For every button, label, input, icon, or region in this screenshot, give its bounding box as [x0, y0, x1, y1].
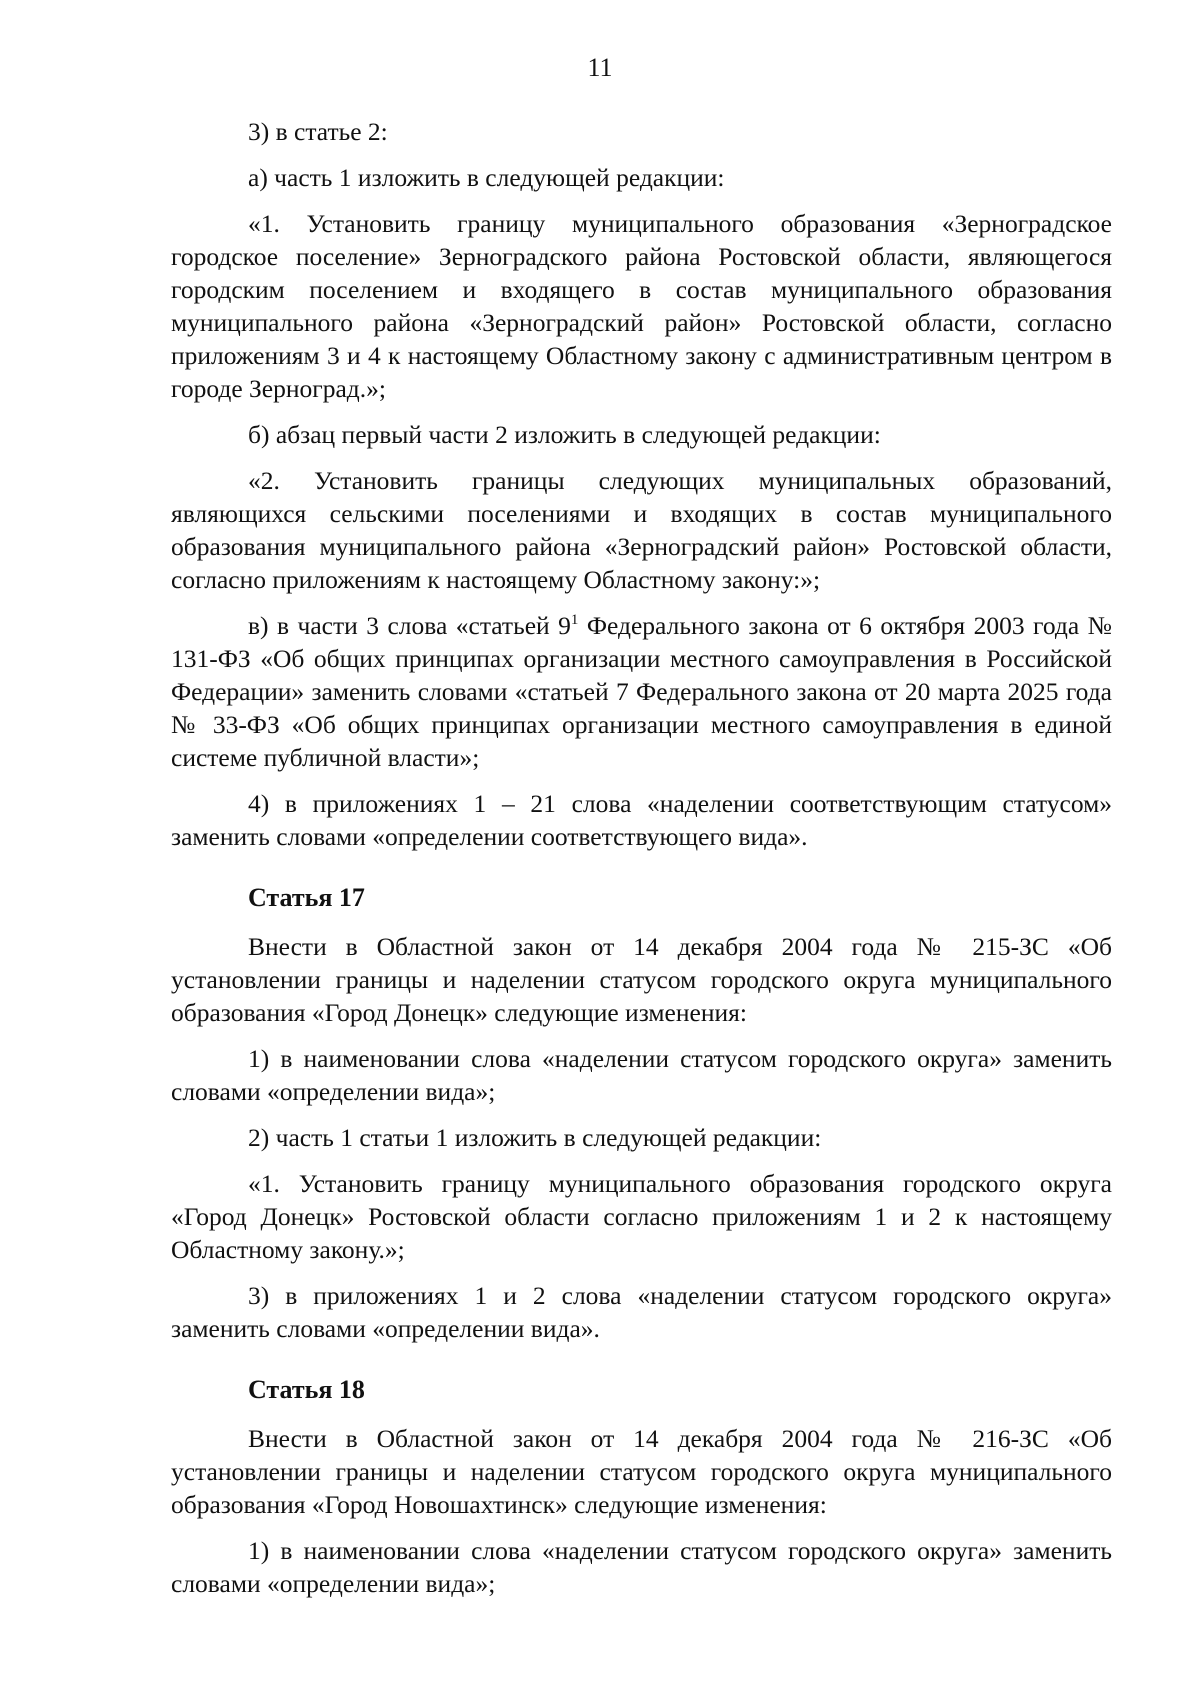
article-heading: Статья 18 — [248, 1375, 365, 1404]
article-heading: Статья 17 — [248, 883, 365, 912]
paragraph: 2) часть 1 статьи 1 изложить в следующей редакции: — [248, 1123, 822, 1152]
paragraph: 1) в наименовании слова «наделении статусом городского округа» заменить словами «определении вида»; — [171, 1536, 1112, 1598]
paragraph-text: в) в части 3 слова «статьей 9 — [248, 611, 571, 640]
paragraph: 1) в наименовании слова «наделении статусом городского округа» заменить словами «определении вида»; — [171, 1044, 1112, 1106]
paragraph: Внести в Областной закон от 14 декабря 2004 года № 215-ЗС «Об установлении границы и наделении статусом городского округа муниципального образования «Город Донецк» следующие изменения: — [171, 932, 1112, 1027]
paragraph — [171, 609, 1112, 774]
paragraph: «2. Установить границы следующих муниципальных образований, являющихся сельскими поселениями и входящих в состав муниципального образования муниципального района «Зерноградский район» Ростовской области, согласно приложениям к настоящему Областному закону:»; — [171, 466, 1112, 594]
superscript: 1 — [570, 612, 579, 628]
page-number: 11 — [587, 53, 613, 82]
paragraph: 3) в статье 2: — [248, 117, 388, 146]
paragraph: 3) в приложениях 1 и 2 слова «наделении статусом городского округа» заменить словами «определении вида». — [171, 1281, 1112, 1343]
paragraph: 4) в приложениях 1 – 21 слова «наделении соответствующим статусом» заменить словами «определении соответствующего вида». — [171, 789, 1112, 851]
paragraph: «1. Установить границу муниципального образования «Зерноградское городское поселение» Зерноградского района Ростовской области, являющегося городским поселением и входящего в состав муниципального образования муниципального района «Зерноградский район» Ростовской области, согласно приложениям 3 и 4 к настоящему Областному закону с административным центром в городе Зерноград.»; — [171, 209, 1112, 403]
paragraph: б) абзац первый части 2 изложить в следующей редакции: — [248, 420, 881, 449]
paragraph: «1. Установить границу муниципального образования городского округа «Город Донецк» Ростовской области согласно приложениям 1 и 2 к настоящему Областному закону.»; — [171, 1169, 1112, 1264]
paragraph: Внести в Областной закон от 14 декабря 2004 года № 216-ЗС «Об установлении границы и наделении статусом городского округа муниципального образования «Город Новошахтинск» следующие изменения: — [171, 1424, 1112, 1519]
document-body — [171, 115, 1112, 1613]
paragraph-text: Федерального закона от 6 октября 2003 года № 131-ФЗ «Об общих принципах организации местного самоуправления в Российской Федерации» заменить словами «статьей 7 Федерального закона от 20 марта 2025 года № 33-ФЗ «Об общих принципах организации местного самоуправления в единой системе публичной власти»; — [171, 611, 1112, 772]
paragraph: а) часть 1 изложить в следующей редакции: — [248, 163, 725, 192]
